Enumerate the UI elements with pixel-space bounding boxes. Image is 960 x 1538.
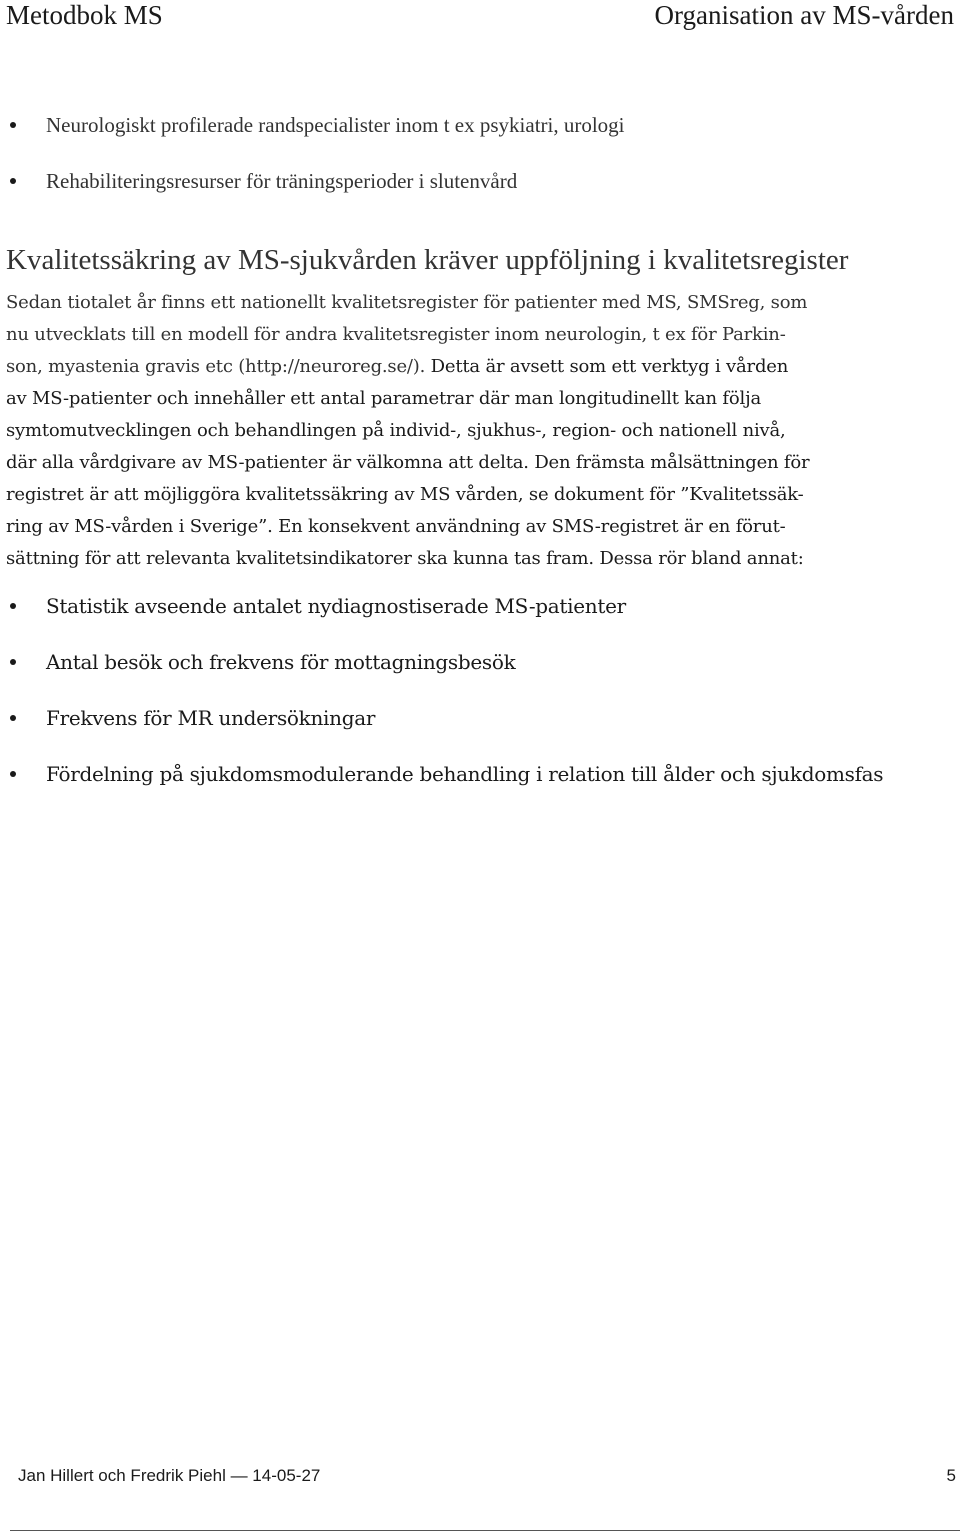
paragraph-line xyxy=(6,351,809,383)
bullet-icon xyxy=(10,659,16,665)
paragraph-line: registret är att möjliggöra kvalitetssäkring av MS vården, se dokument för ”Kvalitetssäk- xyxy=(6,484,804,505)
paragraph-line: nu utvecklats till en modell för andra kvalitetsregister inom neurologin, t ex för Parkin- xyxy=(6,324,786,345)
page-footer xyxy=(18,1465,956,1487)
list-item-text: Neurologiskt profilerade randspecialister inom t ex psykiatri, urologi xyxy=(46,113,625,137)
bullet-icon xyxy=(10,603,16,609)
section-title: Organisation av MS-vården xyxy=(654,0,954,30)
footer-divider xyxy=(10,1530,960,1531)
footer-authors-date: Jan Hillert och Fredrik Piehl — 14-05-27 xyxy=(18,1466,321,1485)
resource-list xyxy=(0,111,960,223)
list-item xyxy=(0,167,960,223)
bullet-icon xyxy=(10,771,16,777)
list-item xyxy=(0,592,960,648)
paragraph-line: där alla vårdgivare av MS-patienter är välkomna att delta. Den främsta målsättningen för xyxy=(6,452,810,473)
list-item-text: Antal besök och frekvens för mottagningsbesök xyxy=(46,650,516,674)
document-title: Metodbok MS xyxy=(6,0,163,30)
page-header xyxy=(0,0,960,34)
list-item-text: Statistik avseende antalet nydiagnostiserade MS-patienter xyxy=(46,594,626,618)
list-item xyxy=(0,760,960,816)
section-heading: Kvalitetssäkring av MS-sjukvården kräver uppföljning i kvalitetsregister xyxy=(6,244,849,276)
paragraph-body xyxy=(6,351,809,575)
paragraph-line: ring av MS-vården i Sverige”. En konsekvent användning av SMS-registret är en förut- xyxy=(6,516,786,537)
list-item-text: Frekvens för MR undersökningar xyxy=(46,706,376,730)
paragraph-line: Sedan tiotalet år finns ett nationellt kvalitetsregister för patienter med MS, SMSreg, som xyxy=(6,292,808,313)
page-number: 5 xyxy=(946,1466,956,1485)
bullet-icon xyxy=(10,178,16,184)
list-item xyxy=(0,704,960,760)
paragraph-line-tail: Detta är avsett som ett verktyg i vården xyxy=(425,356,789,377)
indicator-list xyxy=(0,592,960,816)
paragraph-line: sättning för att relevanta kvalitetsindikatorer ska kunna tas fram. Dessa rör bland annat: xyxy=(6,548,804,569)
bullet-icon xyxy=(10,715,16,721)
paragraph-lead-text: son, myastenia gravis etc (http://neuroreg.se/). xyxy=(6,356,426,377)
paragraph-line: av MS-patienter och innehåller ett antal parametrar där man longitudinellt kan följa xyxy=(6,388,761,409)
list-item xyxy=(0,111,960,167)
paragraph-line: symtomutvecklingen och behandlingen på individ-, sjukhus-, region- och nationell nivå, xyxy=(6,420,786,441)
list-item xyxy=(0,648,960,704)
bullet-icon xyxy=(10,122,16,128)
list-item-text: Fördelning på sjukdomsmodulerande behandling i relation till ålder och sjukdomsfas xyxy=(46,762,884,786)
paragraph-intro xyxy=(6,287,807,351)
list-item-text: Rehabiliteringsresurser för träningsperioder i slutenvård xyxy=(46,169,518,193)
